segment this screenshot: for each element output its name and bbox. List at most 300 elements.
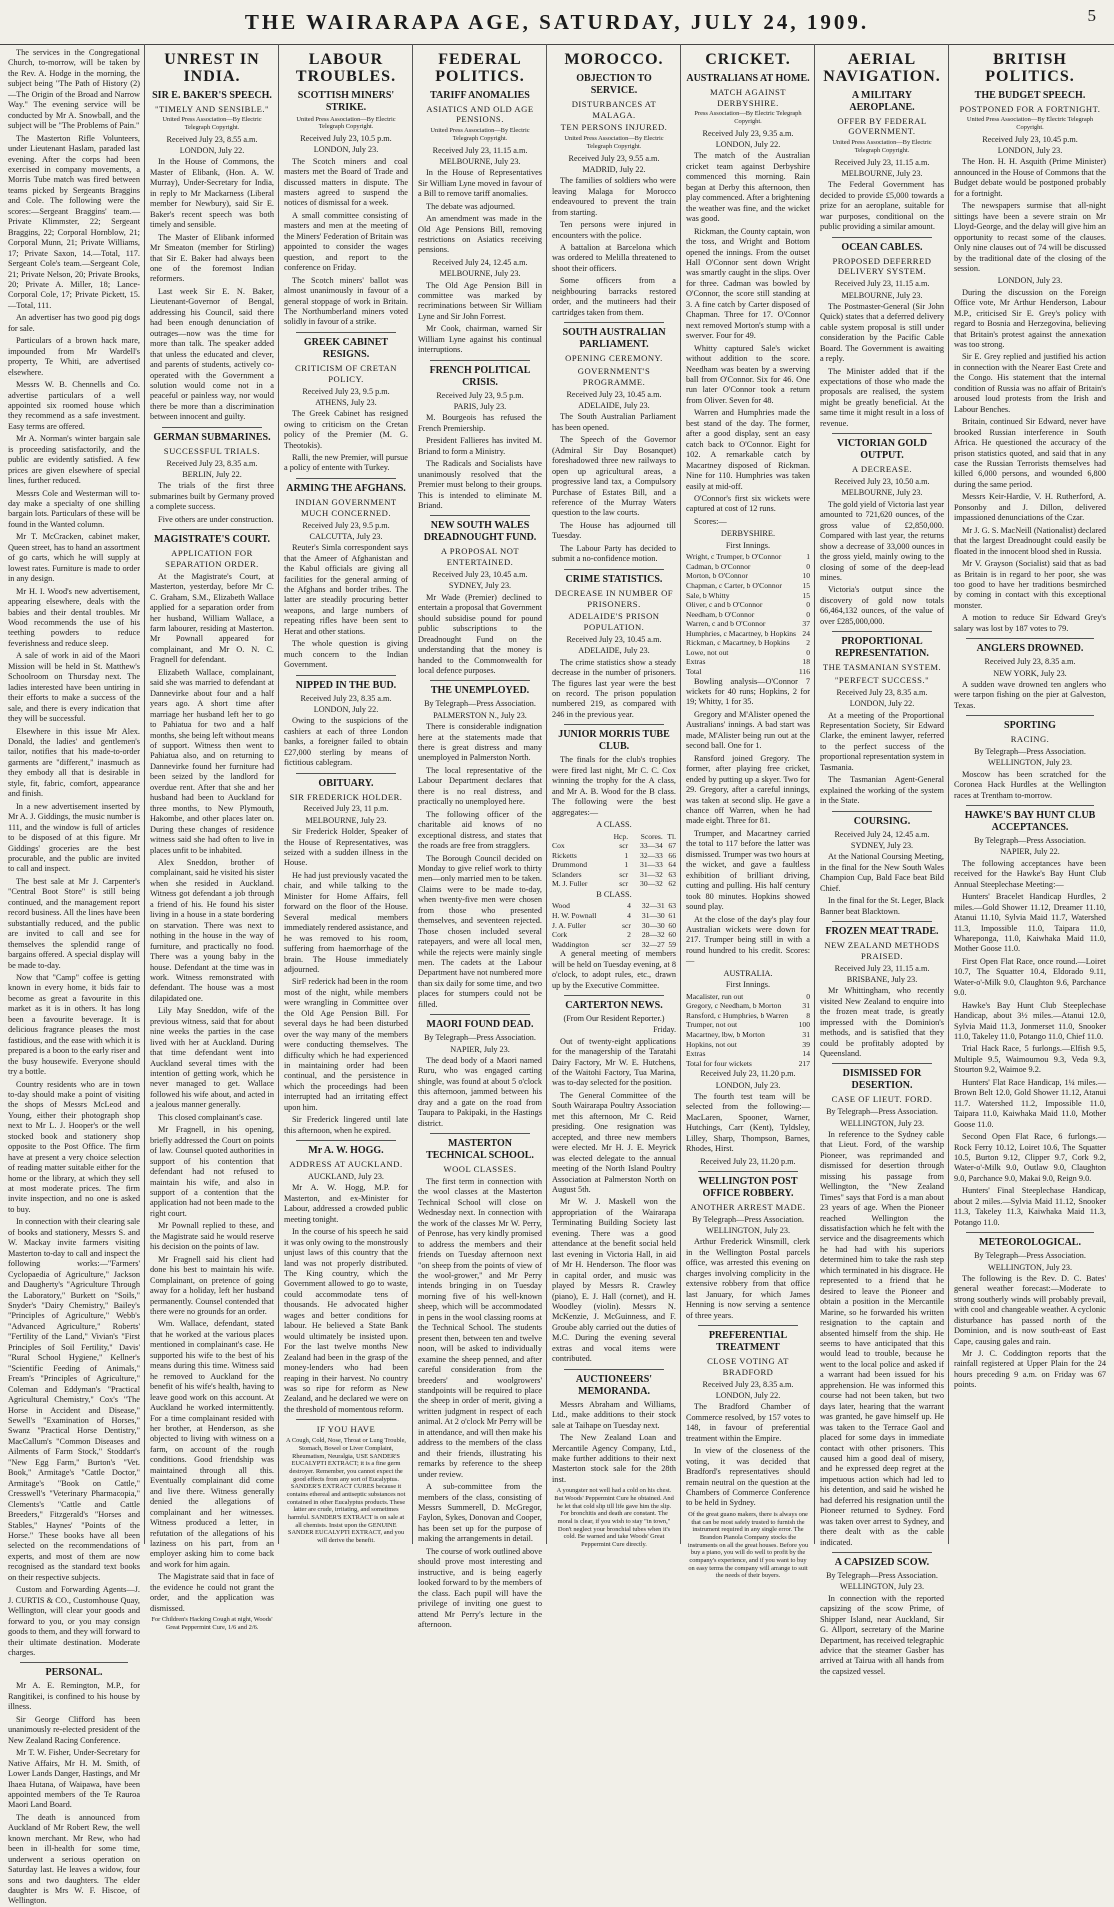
table-cell: Macalister, run out xyxy=(686,991,744,1001)
table-cell: Wood xyxy=(552,901,570,911)
table-row xyxy=(552,841,676,851)
headline: METEOROLOGICAL. xyxy=(979,1237,1081,1249)
paragraph: Sir E. Grey replied and justified his action in connection with the Nearer East Crete and the Congo. His statement that the internal condition of Russia was no affair of Britain's aroused loud protests from the Irish and Labour Benches. xyxy=(954,352,1106,414)
headline: GREEK CABINET RESIGNS. xyxy=(303,336,389,360)
credit-line: United Press Association—By Electric Telegraph Copyright. xyxy=(162,116,262,132)
paragraph: The fourth test team will be selected from the following:—MacLaren, Spooner, Warner, Hutchings, Carr (Kent), Tyldsley, Lilley, Sharp, Thompson, Barnes, Rhodes, Hirst. xyxy=(686,1091,810,1154)
table-cell: Ricketts xyxy=(552,850,577,860)
article-body xyxy=(954,288,1106,635)
headline: ARMING THE AFGHANS. xyxy=(286,482,406,494)
received-line: Received July 23, 8.35 a.m. xyxy=(166,458,258,468)
advertisement: Of the great guano makers, there is always one that can be most safely trusted to furnish the instrument required in any single error. The Brandon Pianola Company stocks the instruments on all the great houses. Before you buy a piano, you will do well to profit by the company's experience, and if you want to buy on easy terms the company will arrange to suit the needs of their buyers. xyxy=(687,1510,809,1580)
paragraph: Mr A. W. Hogg, M.P. for Masterton, and ex-Minister for Labour, addressed a crowded public meeting tonight. xyxy=(284,1183,408,1224)
headline: DISMISSED FOR DESERTION. xyxy=(842,1068,922,1092)
table-cell: Scores. xyxy=(640,831,663,841)
class-heading: B CLASS. xyxy=(596,889,632,899)
headline: LABOUR TROUBLES. xyxy=(295,51,397,85)
tagline: MATCH AGAINST DERBYSHIRE. xyxy=(710,86,786,108)
received-line: Received July 23, 11 p.m. xyxy=(303,804,389,814)
column-rule xyxy=(680,44,681,1544)
received-line: Received July 23, 10.45 a.m. xyxy=(566,635,662,644)
tagline: TEN PERSONS INJURED. xyxy=(560,122,668,133)
day-line: Friday. xyxy=(653,1025,676,1035)
table-cell: Trumper, not out xyxy=(686,1020,738,1030)
paragraph: President Fallieres has invited M. Briand to form a Ministry. xyxy=(418,436,542,456)
table-cell: 31—32 xyxy=(640,869,663,879)
received-line: Received July 23, 10.50 a.m. xyxy=(834,477,930,487)
headline: MAGISTRATE'S COURT. xyxy=(154,534,270,546)
dateline: SYDNEY, July 23. xyxy=(850,840,914,850)
subheadline: ADELAIDE'S PRISON POPULATION. xyxy=(568,611,660,633)
table-row xyxy=(686,657,810,667)
credit-line: By Telegraph—Press Association. xyxy=(974,1251,1086,1261)
table-cell: 100 xyxy=(798,1020,810,1030)
paragraph: The first term in connection with the wool classes at the Masterton Technical School will close on Wednesday next. In connection with the work of the classes Mr W. Perry, of Penrose, has very kindly promised to address the members and their friends on Tuesday afternoon next "on sheep from the points of view of the wool-grower," and Mr Perry intends bringing in on Tuesday morning five of his well-known sheep, which will be accommodated in pens in the wool classing rooms at the Technical School. The students present then, between ten and twelve noon, will be asked to individually examine the sheep penned, and after careful consideration from the breeders' and woolgrowers' standpoints will be required to place the sheep in order of merit, giving a written judgment in respect of each animal. At 2 o'clock Mr Perry will be in attendance, and will then make his address to the members of the class and their friends, illustrating his remarks by reference to the sheep under review. xyxy=(418,1176,542,1479)
table-cell: 1 xyxy=(624,860,629,870)
table-row xyxy=(552,851,676,861)
column-labour-troubles xyxy=(284,48,408,1545)
table-cell: 39 xyxy=(802,1039,810,1049)
subheadline: THE BUDGET SPEECH. xyxy=(974,89,1086,101)
paragraph: In reference to the Sydney cable that Lieut. Ford, of the warship Pioneer, was reprimanded and dismissed for desertion through missing his passage from Wellington, the "New Zealand Times" says that Ford is a man about 23 years of age. When the Pioneer reached Wellington the dissatisfaction which he felt with the service and the disagreements which he had had with his superiors determined him to take the rash step which terminated in his disgrace. He represented to a friend that he desired to leave the Pioneer and obtain a position in the Mercantile Marine, so he forwarded his written resignation to the captain and absented himself from the ship. He seems to have anticipated that this would lead to trouble, because he went to the local police and asked if a warrant had been issued for his apprehension. He was informed this course had not been taken, but two days later, hearing that the warrant was granted, he gave himself up. He was taken to the Terrace Gaol and placed for some days in immediate contact with other prisoners. This caused him a good deal of misery, and he expressed deep regret at the impetuous action which had led to his detention, and said he wished he had deferred his resignation until the Pioneer returned to Sydney. Ford was taken over arrest to Sydney, and there dealt with as the cable indicated. xyxy=(820,1129,944,1547)
paragraph: Mr Fragnell said his client had done his best to maintain his wife. Complainant, on pretence of going away for a holiday, left her husband permanently. Counsel contended that there were no grounds for an order. xyxy=(150,1254,274,1316)
paragraph: Arthur Frederick Winsmill, clerk in the Wellington Postal parcels office, was arrested this evening on charges involving complicity in the extensive robbery from that office last January, for which James Henning is now serving a sentence of three years. xyxy=(686,1237,810,1320)
dateline: ADELAIDE, July 23. xyxy=(578,401,650,411)
paragraph: Messrs Cole and Westerman will to-day make a specialty of one shilling bargain lots. Particulars of these will be found in the Wanted column. xyxy=(8,488,140,529)
table-cell: 67 xyxy=(668,841,676,851)
divider xyxy=(832,811,932,812)
table-cell: M. J. Fuller xyxy=(552,879,588,889)
paragraph: In connection with the reported capsizing of the scow Prime, of Shipper Island, near Auckland, Sir G. Allport, secretary of the Marine Department, has received telegraphic advice that the steamer Gasber has arrived at Tairua with all hands from the capsized vessel. xyxy=(820,1593,944,1676)
paragraph: Particulars of a brown hack mare, impounded from Mr Wardell's property, Te Whiti, are advertised elsewhere. xyxy=(8,336,140,377)
dateline: MELBOURNE, July 23. xyxy=(439,156,521,166)
table-row xyxy=(686,552,810,562)
paragraph: The Old Age Pension Bill in committee was marked by recriminations between Sir William Lyne and Sir John Forrest. xyxy=(418,280,542,321)
subheadline: OPENING CEREMONY. xyxy=(565,353,663,364)
paragraph: Reuter's Simla correspondent says that the Ameer of Afghanistan and the Kabul officials are giving all facilities for the general arming of the Afghans and border tribes. The latter are steadily procuring better weapons, and large numbers of repeating rifles have been sent to Herat and other stations. xyxy=(284,543,408,636)
received-line: Received July 23, 10.5 p.m. xyxy=(300,133,392,143)
paragraph: Mr T. McCracken, cabinet maker, Queen street, has to hand an assortment of go carts, which he will supply at lowest rates. Furniture is made to order in any design. xyxy=(8,532,140,584)
table-cell: 62 xyxy=(668,879,676,889)
received-line: Received July 23, 11.20 p.m. xyxy=(700,1156,796,1166)
paragraph: The dead body of a Maori named Ruru, who was engaged carting shingle, was found at about 5 o'clock this afternoon, jammed between his dray and a gate on the road from Taupara to Pakipaki, in the Hastings district. xyxy=(418,1055,542,1128)
headline: COURSING. xyxy=(853,815,911,827)
subheadline: RACING. xyxy=(1010,734,1050,745)
table-cell: Cox xyxy=(552,841,565,851)
paragraph: At the Magistrate's Court, at Masterton, yesterday, before Mr C. C. Graham, S.M., Elizabeth Wallace applied for a separation order from her husband, William Wallace, a farm labourer, residing at Masterton. Mr Pownall appeared for complainant, and Mr O. N. C. Fragnell for defendant. xyxy=(150,571,274,665)
table-row xyxy=(686,1040,810,1050)
table-cell: Total xyxy=(686,667,702,676)
total-row xyxy=(686,667,810,677)
paragraph: Sir Frederick lingered until late this afternoon, when he expired. xyxy=(284,1115,408,1135)
table-cell: 31—33 xyxy=(640,860,663,870)
paragraph: Lily May Sneddon, wife of the previous witness, said that for about nine weeks the parties in the case lived with her at Auckland. During that time defendant went into Auckland several times with the intention of getting work, which he never managed to get. Wallace followed his wife about, and acted in a jealous manner generally. xyxy=(150,1006,274,1110)
article-body xyxy=(820,1130,944,1548)
paragraph: Mr A. Norman's winter bargain sale is proceeding satisfactorily, and the public are evidently satisfied. A few prices are given elsewhere of special lines, further reduced. xyxy=(8,434,140,486)
paragraph: A sub-committee from the members of the class, consisting of Messrs Summerell, D. McGregor, Faylon, Sykes, Donovan and Cooper, has been set up for the purpose of making the arrangements in detail. xyxy=(418,1482,542,1544)
headline: Mr A. W. HOGG. xyxy=(308,1145,384,1157)
tagline: POSTPONED FOR A FORTNIGHT. xyxy=(959,103,1101,114)
table-cell: Morton, b O'Connor xyxy=(686,571,748,581)
scores-table-a xyxy=(552,832,676,889)
divider xyxy=(832,631,932,632)
article-body xyxy=(284,157,408,328)
credit-line: (From Our Resident Reporter.) xyxy=(563,1014,665,1023)
credit-line: United Press Association—By Electric Telegraph Copyright. xyxy=(430,127,530,142)
dateline: LONDON, July 22. xyxy=(715,1391,781,1400)
divider xyxy=(296,675,396,676)
table-cell: Gregory, c Needham, b Morton xyxy=(686,1001,782,1011)
subheadline: NEW ZEALAND METHODS PRAISED. xyxy=(824,939,940,961)
paragraph: Scores:— xyxy=(694,516,727,526)
credit-line: United Press Association—By Electric Telegraph Copyright. xyxy=(966,116,1094,132)
paragraph: A sale of work in aid of the Maori Mission will be held in St. Matthew's Schoolroom on Thursday next. The ladies interested have been untiring in their efforts to make a success of the sale, and there is every indication that they will be successful. xyxy=(8,651,140,724)
divider xyxy=(296,1419,396,1420)
table-row xyxy=(686,571,810,581)
paragraph: Alex Sneddon, brother of complainant, said he visited his sister when she resided in Auckland. Witness got defendant a job through a friend of his. He found his sister living in a house in a state bordering on starvation. There was next to nothing in the house in the way of furniture, and practically no food. There was a young baby in the house. Defendant at the time was in work. Witness remonstrated with defendant. The house was a most dilapidated one. xyxy=(150,857,274,1003)
paragraph: Moscow has been scratched for the Coronea Hack Hurdles at the Wellington races at Trentham to-morrow. xyxy=(954,769,1106,800)
subheadline: SIR E. BAKER'S SPEECH. xyxy=(152,89,272,101)
paragraph: A sudden wave drowned ten anglers who were tarpon fishing on the pier at Galveston, Texas. xyxy=(954,679,1106,710)
received-line: Received July 24, 12.45 a.m. xyxy=(432,257,528,267)
table-cell: Needham, b O'Connor xyxy=(686,609,755,619)
article-body xyxy=(552,176,676,318)
paragraph: Hunters' Bracelet Handicap Hurdles, 2 miles.—Gold Shower 11.12, Dreamer 11.10, Atanui 11.10, Sylvia Maid 11.7, Watershed 11.3, Impossible 11.0, Taipara 11.0, Whareponga, 11.0, Kaiwhaka Maid 11.0, Mother Goose 11.0. xyxy=(954,892,1106,954)
paragraph: The South Australian Parliament has been opened. xyxy=(552,412,676,432)
divider xyxy=(430,680,530,681)
table-cell: 2 xyxy=(806,638,810,648)
table-cell: Ransford, c Humphries, b Warren xyxy=(686,1010,789,1020)
table-row xyxy=(552,879,676,889)
article-body xyxy=(954,859,1106,1228)
table-cell: 0 xyxy=(806,991,810,1001)
article-body xyxy=(418,1056,542,1129)
paragraph: The General Committee of the South Wairarapa Poultry Association met this afternoon, Mr C. Reid presiding. One resignation was accepted, and three new members were elected. Mr H. J. E. Meyrick was elected delegate to the annual meeting of the North Island Poultry Association at Palmerston North on August 5th. xyxy=(552,1090,676,1194)
divider xyxy=(832,1552,932,1553)
paragraph: Last week Sir E. N. Baker, Lieutenant-Governor of Bengal, addressing his Council, said there had been enough denunciation of outrages—now was the time for more than talk. The speaker added that unless the educated and clever, and parents of students, actively co-operated with the Government a solution would come not in a peaceful or painless way, nor would there be more than a discrimination between innocent and guilty. xyxy=(150,286,274,422)
subheadline: SIR FREDERICK HOLDER. xyxy=(289,791,403,802)
subheadline: ADDRESS AT AUCKLAND. xyxy=(289,1159,403,1170)
paragraph: The finals for the club's trophies were fired last night, Mr C. C. Cox winning the trophy for the A class, and Mr A. B. Wood for the B class. The following were the best aggregates:— xyxy=(552,755,676,817)
table-row xyxy=(552,911,676,921)
divider xyxy=(430,1133,530,1134)
paragraph: Country residents who are in town to-day should make a point of visiting the shops of Messrs McLeod and Young, either their photograph shop next to Mr L. J. Hooper's or the well stocked book and stationery shop opposite to the Post Office. The firm have at present a very choice selection of reading matter suitable either for the home or the library, at which they sell at most moderate prices. The firm invite inspection, and no one is asked to buy. xyxy=(8,1079,140,1214)
paragraph: The Hon. H. H. Asquith (Prime Minister) announced in the House of Commons that the Budget debate would be postponed probably for a fortnight. xyxy=(954,157,1106,198)
dateline: MELBOURNE, July 23. xyxy=(841,168,923,178)
innings-heading: First Innings. xyxy=(725,980,771,990)
article-body xyxy=(284,409,408,474)
divider xyxy=(832,433,932,434)
paragraph: Mr W. J. Maskell won the appropriation of the Wairarapa Terminating Building Society last evening. There was a good attendance at the benefit social held last evening in Victoria Hall, in aid of Mr H. Henderson. The floor was in capital order, and music was played by Messrs R. Crawley (piano), E. J. Hall (cornet), and H. Woodley (violin). Messrs N. McKenzie, J. McGuinness, and F. Groube ably carried out the duties of M.C. During the evening several extras and vocal items were contributed. xyxy=(552,1197,676,1364)
paragraph: The New Zealand Loan and Mercantile Agency Company, Ltd., make further additions to their next Masterton stock sale for the 28th inst. xyxy=(552,1433,676,1484)
paragraph: Wm. Wallace, defendant, stated that he worked at the various places mentioned in complainant's case. He supported his wife to the best of his means during this time. Witness said he removed to Auckland for the benefit of his wife's health, having to leave good work on this account. At Auckland he worked intermittently. For a time complainant resided with her brother, at Henderson, as she objected to living with witness on a farm, on account of the rough conditions. Good friendship was maintained through all this. Eventually complainant did come and live there. Witness generally denied the allegations of complainant and her witnesses. Witness produced a letter, in refutation of the allegations of his laziness on his part, from an employer asking him to come back and work for him again. xyxy=(150,1319,274,1569)
paragraph: O'Connor's first six wickets were captured at cost of 12 runs. xyxy=(686,493,810,514)
table-cell: 32—27 xyxy=(641,939,665,949)
credit-line: By Telegraph—Press Association. xyxy=(826,1571,938,1581)
article-body xyxy=(820,180,944,232)
table-row xyxy=(686,629,810,639)
subheadline: CLOSE VOTING AT BRADFORD xyxy=(707,1356,789,1377)
paragraph: In the House of Commons, the Master of Elibank, (Hon. A. W. Murray), Under-Secretary for India, in reply to Mr Mackarness (Liberal member for Newbury), said Sir E. Baker's recent speech was both timely and sensible. xyxy=(150,157,274,230)
paragraph: At the close of the day's play four Australian wickets were down for 217. Trumper being still in with a round hundred to his credit. Scores:— xyxy=(686,914,810,966)
table-cell: 64 xyxy=(668,860,676,870)
paragraph: Messrs W. B. Chennells and Co. advertise particulars of a well appointed six roomed house which they recommend as a safe investment. Easy terms are offered. xyxy=(8,380,140,431)
paragraph: The Minister added that if the expectations of those who made the proposals are realised, the system might be greatly beneficial. At the same time it might result in a loss of revenue. xyxy=(820,366,944,428)
newspaper-title: THE WAIRARAPA AGE, SATURDAY, JULY 24, 1909. xyxy=(244,10,870,34)
article-body xyxy=(820,1594,944,1678)
table-row xyxy=(686,648,810,658)
paragraph: Custom and Forwarding Agents—J. J. CURTIS & CO., Customhouse Quay, Wellington, will clear your goods and forward to you, or you may consign goods to them, and they will forward to their ultimate destination. Moderate charges. xyxy=(8,1585,140,1657)
local-news-list xyxy=(8,48,140,1658)
paragraph: Trial Hack Race, 5 furlongs.—Elfish 9.5, Multiple 9.5, Waimoumou 9.3, Veda 9.3, Stourton 9.2, Waimoe 9.2. xyxy=(954,1044,1106,1075)
article-body xyxy=(954,157,1106,274)
paragraph: The following acceptances have been received for the Hawke's Bay Hunt Club Annual Steeplechase Meeting:— xyxy=(954,858,1106,889)
dateline: ADELAIDE, July 23. xyxy=(578,646,650,656)
divider xyxy=(966,715,1094,716)
credit-line: By Telegraph—Press Association. xyxy=(826,1107,938,1117)
dateline: CALCUTTA, July 23. xyxy=(309,531,383,541)
article-body xyxy=(820,852,944,917)
table-row xyxy=(552,901,676,911)
team-heading: DERBYSHIRE. xyxy=(720,529,776,539)
paragraph: Hawke's Bay Hunt Club Steeplechase Handicap, about 3½ miles.—Atanui 12.0, Sylvia Maid 11.3, Jonmerset 11.0, Snooker 11.0, Takeley 11.0, Potango 11.0, Chief 11.0. xyxy=(954,1000,1106,1042)
paragraph: Elizabeth Wallace, complainant, said she was married to defendant at Dannevirke about four and a half years ago. A short time after marriage her husband left her to go to Pahiatua for two and a half months, she being left without means of support. Witness then went to Pahiatua also, and on returning to Dannevirke found her furniture had been seized by the landlord for overdue rent. After that she and her husband had been to Auckland for three months, to New Plymouth, Hakombe, and other places later on. During these changes of residence witness said she had often to live in places unfit to be inhabited. xyxy=(150,667,274,855)
paragraph: M. Bourgeois has refused the French Premiership. xyxy=(418,413,542,433)
divider xyxy=(564,995,664,996)
divider xyxy=(564,322,664,323)
subheadline: ANOTHER ARREST MADE. xyxy=(690,1201,806,1212)
paragraph: At the National Coursing Meeting, in the final for the New South Wales Champion Cup, Bald Face beat Bild Chief. xyxy=(820,852,944,893)
divider xyxy=(162,529,262,530)
headline: MAORI FOUND DEAD. xyxy=(426,1019,534,1031)
received-line: Received July 23, 8.35 a.m. xyxy=(702,1379,794,1389)
received-line: Received July 23, 9.35 a.m. xyxy=(702,128,794,138)
headline: GERMAN SUBMARINES. xyxy=(153,431,271,443)
article-body xyxy=(418,413,542,511)
table-cell: Hopkins, not out xyxy=(686,1039,737,1049)
credit-line: United Press Association—By Electric Telegraph Copyright. xyxy=(832,139,932,154)
advertisement: For Children's Hacking Cough at night, Woods' Great Peppermint Cure, 1/6 and 2/6. xyxy=(151,1616,273,1631)
paragraph: The trials of the first three submarines built by Germany proved a complete success. xyxy=(150,481,274,512)
column-cricket xyxy=(686,48,810,1580)
subheadline: PROPOSED DEFERRED DELIVERY SYSTEM. xyxy=(832,255,932,277)
table-cell: Warren, c and b O'Connor xyxy=(686,619,766,629)
subheadline: INDIAN GOVERNMENT MUCH CONCERNED. xyxy=(295,496,397,518)
article-body xyxy=(552,1037,676,1365)
article-body xyxy=(954,680,1106,711)
column-british-politics xyxy=(954,48,1106,1542)
divider xyxy=(430,360,530,361)
table-cell: 60 xyxy=(668,920,676,930)
paragraph: Second Open Flat Race, 6 furlongs.—Rock Ferry 10.12, Loiret 10.6, The Squatter 10.5, Burton 9.12, Clipper 9.7, Cork 9.2, Water-o'-Milk 9.0, Outlaw 9.0, Claughton 9.0, Parchance 9.0, Makai 9.0, Reign 9.0. xyxy=(954,1132,1106,1183)
dateline: WELLINGTON, July 23. xyxy=(706,1226,790,1236)
paragraph: The local representative of the Labour Department declares that there is no real distress, and practically no unemployed here. xyxy=(418,765,542,807)
received-line: Received July 23, 10.45 a.m. xyxy=(432,570,528,580)
article-body xyxy=(284,716,408,768)
headline: PROPORTIONAL REPRESENTATION. xyxy=(835,636,929,660)
table-cell: Tl. xyxy=(667,831,676,841)
column-rule xyxy=(278,44,279,1544)
divider xyxy=(564,1369,664,1370)
table-cell: Sale, b Whitty xyxy=(686,590,730,600)
received-line: Received July 23, 11.15 a.m. xyxy=(432,145,528,155)
subheadline: A MILITARY AEROPLANE. xyxy=(849,89,915,113)
table-cell: Sclanders xyxy=(552,869,582,879)
divider xyxy=(832,1063,932,1064)
table-cell: 14 xyxy=(802,1049,810,1059)
column-rule xyxy=(814,44,815,1544)
class-heading: A CLASS. xyxy=(596,820,632,830)
subheadline: GOVERNMENT'S PROGRAMME. xyxy=(577,366,651,387)
table-cell: 33—34 xyxy=(640,841,663,851)
article-body xyxy=(418,1177,542,1630)
divider xyxy=(296,478,396,479)
credit-line: By Telegraph—Press Association. xyxy=(424,1033,536,1043)
divider xyxy=(564,569,664,570)
table-cell: 60 xyxy=(668,930,676,940)
paragraph: Warren and Humphries made the best stand of the day. The former, after a good display, sent an easy catch back to O'Connor. Eight for 102. A remarkable catch by Macartney disposed of Rickman. Nine for 110. Humphries was taken easily at mid-off. xyxy=(686,408,810,491)
paragraph: Mr Cook, chairman, warned Sir William Lyne against his continual interruptions. xyxy=(418,324,542,355)
dateline: WELLINGTON, July 23. xyxy=(988,1262,1072,1272)
paragraph: A battalion at Barcelona which was ordered to Melilla threatened to shoot their officers. xyxy=(552,243,676,273)
paragraph: The death is announced from Auckland of Mr Robert Rew, the well known merchant. Mr Rew, who had been in ill-health for some time, underwent a serious operation on Saturday last. He leaves a widow, four sons and two daughters. The elder daughter is Mrs W. F. Hiscoe, of Wellington. xyxy=(8,1812,140,1906)
table-cell: 116 xyxy=(798,667,810,676)
headline: UNREST IN INDIA. xyxy=(164,51,260,85)
received-line: Received July 23, 8.35 a.m. xyxy=(984,657,1076,667)
article-body xyxy=(284,543,408,670)
table-cell: Extras xyxy=(686,1049,706,1059)
dateline: MELBOURNE, July 23. xyxy=(305,815,387,825)
article-body xyxy=(552,949,676,991)
tagline: ASIATICS AND OLD AGE PENSIONS. xyxy=(426,103,534,125)
paragraph: Trumper, and Macartney carried the total to 117 before the latter was dismissed. Trumper was two hours at the wicket, and gave a faultless exhibition of brilliant driving, cutting and pulling. His half century took 80 minutes. Hopkins showed sound play. xyxy=(686,828,810,912)
table-cell: 2 xyxy=(627,930,631,940)
divider xyxy=(966,805,1094,806)
headline: FROZEN MEAT TRADE. xyxy=(825,925,939,937)
paragraph: The Magistrate said that in face of the evidence he could not grant the order, and the application was dismissed. xyxy=(150,1572,274,1613)
paragraph: The House has adjourned till Tuesday. xyxy=(552,520,676,541)
table-cell: 0 xyxy=(806,647,810,657)
headline: CRICKET. xyxy=(705,51,791,68)
divider xyxy=(296,773,396,774)
subheadline: A DECREASE. xyxy=(852,464,912,475)
table-cell: 37 xyxy=(802,619,810,629)
column-aerial-navigation xyxy=(820,48,945,1676)
table-cell: 63 xyxy=(668,869,676,879)
table-row xyxy=(686,600,810,610)
paragraph: Mr Fragnell, in his opening, briefly addressed the Court on points of law. Counsel quoted authorities in support of his contention that defendant had not refused to maintain his wife, and also in support of a contention that the application had not been made to the right court. xyxy=(150,1125,274,1218)
dateline: AUCKLAND, July 23. xyxy=(308,1172,384,1182)
table-cell: Hcp. xyxy=(613,831,629,841)
divider xyxy=(564,724,664,725)
paragraph: The Postmaster-General (Sir John Quick) states that a deferred delivery cable system proposal is still under consideration by the Pacific Cable Board. The Government is awaiting a reply. xyxy=(820,301,944,364)
paragraph: Sir George Clifford has been unanimously re-elected president of the New Zealand Racing Conference. xyxy=(8,1714,140,1745)
dateline: LONDON, July 23. xyxy=(313,145,379,155)
paragraph: The Tasmanian Agent-General explained the working of the system in the State. xyxy=(820,775,944,806)
headline: MASTERTON TECHNICAL SCHOOL. xyxy=(426,1138,534,1162)
innings-heading: First Innings. xyxy=(725,540,771,550)
table-row xyxy=(552,860,676,870)
paragraph: An amendment was made in the Old Age Pensions Bill, removing restrictions on Asiatics receiving pensions. xyxy=(418,214,542,255)
table-cell: 31 xyxy=(802,1029,810,1039)
table-cell: 24 xyxy=(802,628,810,638)
paragraph: In connection with their clearing sale of books and stationery, Messrs S. and W. Mackay invite farmers visiting Masterton to-day to call and inspect the following works:—"Farmers' Cyclopaedia of Agriculture," Jackson and Daugherty's "Agriculture Through the Laboratory," Burkett on "Soils," Snyder's "Dairy Chemistry," Bailey's "Principles of Agriculture," Webb's "Advanced Agriculture," Roberts' "Fertility of the Land," Vivian's "First Principles of Soil Fertility," Davis' "Rural School Hygiene," Kellner's "Scientific Feeding of Animals," Fream's "Principles of Agriculture," Coleman and Eddyman's "Practical Agricultural Chemistry," Cox's "The Horse in Accident and Disease," Sewell's "Examination of Horses," Swanz "Practical Horse Dentistry," MacCallum's "Common Diseases and Ailments of Farm Stock," Stoddart's "New Egg Farm," Burton's "Vet. Book," Armitage's "Cattle Doctor," Armitage's "Book on Cattle," Cresswell's "Veterinary Pharmacopia," Clements's "Cattle and Cattle Breeders," Fitzgerald's "Horses and Stables," Haynes' "Points of the Horse." These books have all been selected on the recommendations of experts, and most of them are now recognised as the standard text books on their respective subjects. xyxy=(8,1217,140,1582)
table-row xyxy=(552,930,676,940)
subheadline: SCOTTISH MINERS' STRIKE. xyxy=(297,89,395,113)
dateline: NEW YORK, July 23. xyxy=(993,668,1067,678)
table-cell: J. A. Fuller xyxy=(552,920,586,930)
received-line: Received July 23, 9.5 p.m. xyxy=(302,386,390,396)
article-body xyxy=(150,572,274,1614)
table-cell: 59 xyxy=(668,939,676,949)
subheadline: APPLICATION FOR SEPARATION ORDER. xyxy=(165,548,259,569)
divider xyxy=(430,515,530,516)
table-cell: 0 xyxy=(806,600,810,610)
dateline: LONDON, July 22. xyxy=(179,146,245,156)
article-body xyxy=(552,658,676,721)
table-row xyxy=(552,940,676,950)
headline: JUNIOR MORRIS TUBE CLUB. xyxy=(558,729,670,753)
headline: WELLINGTON POST OFFICE ROBBERY. xyxy=(698,1175,798,1199)
headline: NEW SOUTH WALES DREADNOUGHT FUND. xyxy=(423,520,537,544)
table-cell: 4 xyxy=(627,910,631,920)
table-cell: scr xyxy=(622,920,631,930)
article-body xyxy=(686,151,810,527)
headline: NIPPED IN THE BUD. xyxy=(295,679,397,691)
paragraph: In view of the closeness of the voting, it was decided that Bradford's representatives should remain neutral on the question at the Chambers of Commerce Conference to be held in Sydney. xyxy=(686,1446,810,1508)
table-cell: Lowe, not out xyxy=(686,647,729,657)
paragraph: Some officers from a neighbouring barracks restored order, and the mutineers had their cartridges taken from them. xyxy=(552,276,676,317)
page-number: 5 xyxy=(1087,6,1096,25)
credit-line: By Telegraph—Press Association. xyxy=(424,699,536,709)
headline: AUCTIONEERS' MEMORANDA. xyxy=(575,1373,653,1397)
column-rule xyxy=(412,44,413,1544)
headline: FRENCH POLITICAL CRISIS. xyxy=(429,364,531,388)
dateline: LONDON, July 23. xyxy=(715,1080,781,1090)
advertisement: A youngster not well had a cold on his chest. But Woods' Peppermint Cure he obtained. And he let that cold slip till life gave him the slip. For bronchitis and death are constant. The moral is clear, if you wish to stay "in town," Don't neglect your bronchial tubes when it's cold. Be warned and take Woods' Great Peppermint Cure directly. xyxy=(554,1487,674,1549)
headline: OBITUARY. xyxy=(318,777,374,789)
divider xyxy=(698,1171,798,1172)
paragraph: In the course of his speech he said it was only owing to the monstrously unjust laws of this country that the land was not properly distributed. The King country, which the Government allowed to go to waste, could accommodate tens of thousands. He advocated higher wages and better conditions for labour. He believed a State Bank would ultimately be insisted upon. For the last twelve months New Zealand had been in the grasp of the money-lenders who had been reaping in their harvest. No country was so ripe for reform as New Zealand, and he declared we were on the threshold of momentous reform. xyxy=(284,1227,408,1414)
masthead xyxy=(0,0,1114,45)
paragraph: The course of work outlined above should prove most interesting and instructive, and is being eagerly looked forward to by the members of the class. Each pupil will have the privilege of inviting one guest to attend Mr Perry's lecture in the afternoon. xyxy=(418,1546,542,1629)
paragraph: SirF rederick had been in the room most of the night, while members were wrangling in Committee over the Old Age Pension Bill. For several days he had been disturbed over the way many of the members were conducting themselves. The difficulty which he had experienced in maintaining order had been continual, and the persistence in which the proceedings had been interrupted had an irritating effect upon him. xyxy=(284,977,408,1112)
received-line: Received July 23, 8.35 a.m. xyxy=(836,687,928,697)
headline: SOUTH AUSTRALIAN PARLIAMENT. xyxy=(562,327,666,351)
paragraph: The Scotch miners' ballot was almost unanimously in favour of a general stoppage of work in Britain. The Northumberland miners voted solidly in favour of a strike. xyxy=(284,275,408,327)
paragraph: Owing to the suspicions of the cashiers at each of three London banks, a foreigner failed to obtain £27,000 sterling by means of fictitious cablegram. xyxy=(284,716,408,768)
paragraph: Victoria's output since the discovery of gold now totals 66,464,132 ounces, of the value of over £285,000,000. xyxy=(820,585,944,626)
table-cell: 10 xyxy=(802,571,810,581)
dateline: WELLINGTON, July 23. xyxy=(988,758,1072,768)
table-cell: Oliver, c and b O'Connor xyxy=(686,600,763,610)
divider xyxy=(832,921,932,922)
personal-list xyxy=(8,1681,140,1907)
headline: VICTORIAN GOLD OUTPUT. xyxy=(836,438,928,462)
paragraph: Mr J. G. S. MacNeill (Nationalist) declared that the largest Dreadnought could easily be floated in the innocent blood shed in Russia. xyxy=(954,525,1107,556)
paragraph: The Masterton Rifle Volunteers, under Lieutenant Haslam, paraded last evening. After the corps had been exercised in company movements, a Morris Tube match was fired between teams picked by Sergeants Braggins and Cole. The following were the scores:—Sergeant Braggins' team.—Private Klimmster, 22; Sergeant Braggins, 22; Corporal Hornblow, 21; Corporal Munn, 21; Private Williams, 17; Private Saxon, 14.—Total, 117. Sergeant Cole's team.—Sergeant Cole, 21; Private Nelson, 20; Private Brooks, 20; Private A. Miller, 18; Lance-Corporal Cole, 17; Private Pickett, 15.—Total, 111. xyxy=(8,133,140,310)
table-row xyxy=(686,1049,810,1059)
headline: OCEAN CABLES. xyxy=(841,241,923,253)
dateline: NAPIER, July 23. xyxy=(450,1044,510,1054)
paragraph: The following officer of the charitable aid knows of no exceptional distress, and states that the roads are free from stragglers. xyxy=(418,809,542,851)
table-cell: 31—30 xyxy=(641,910,665,920)
subheadline: OBJECTION TO SERVICE. xyxy=(576,72,652,96)
article-body xyxy=(150,481,274,525)
subheadline: "PERFECT SUCCESS." xyxy=(834,675,930,686)
paragraph: A general meeting of members will be held on Tuesday evening, at 8 o'clock, to adopt rules, etc., drawn up by the Executive Committee. xyxy=(552,949,676,990)
divider xyxy=(20,1662,128,1663)
